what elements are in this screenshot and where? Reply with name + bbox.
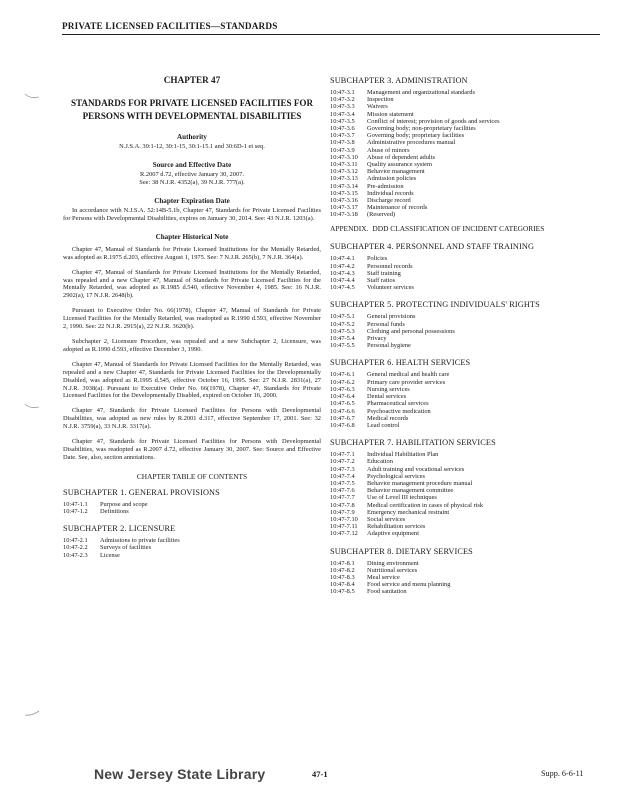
toc-entry <box>330 204 604 211</box>
library-stamp: New Jersey State Library <box>94 766 266 782</box>
toc-entry <box>330 132 604 139</box>
toc-entry <box>330 560 604 567</box>
section-title: Clothing and personal possessions <box>367 327 455 335</box>
toc-entry <box>330 183 604 190</box>
section-title: Behavior management <box>367 168 425 176</box>
section-title: Conflict of interest; provision of goods and services <box>367 117 500 125</box>
section-title: Pre-admission <box>367 182 404 190</box>
toc-entry <box>330 502 604 509</box>
toc-entry <box>330 516 604 523</box>
section-title: General medical and health care <box>367 371 450 379</box>
section-title: Policies <box>367 255 388 263</box>
section-number: 10:47-2.3 <box>63 551 88 559</box>
section-number: 10:47-3.8 <box>330 139 355 147</box>
toc-entry <box>330 509 604 516</box>
section-title: Psychoactive medication <box>367 407 431 415</box>
section-number: 10:47-3.5 <box>330 117 355 125</box>
toc-entry <box>330 466 604 473</box>
toc-entry <box>330 371 604 378</box>
section-number: 10:47-7.3 <box>330 465 355 473</box>
section-title: Lead control <box>367 421 400 429</box>
toc-entry <box>330 321 604 328</box>
section-number: 10:47-2.1 <box>63 537 88 545</box>
toc-entry <box>330 328 604 335</box>
section-title: Personal hygiene <box>367 342 411 350</box>
section-title: Medical certification in cases of physical risk <box>367 501 484 509</box>
section-title: Abuse of minors <box>367 146 410 154</box>
section-title: General provisions <box>367 313 416 321</box>
toc-entry <box>330 211 604 218</box>
toc-entry <box>330 379 604 386</box>
history-paragraph: Chapter 47, Manual of Standards for Private Licensed Facilities for the Mentally Retarded, was repealed and a new Chapter 47, Standards for Private Licensed Facilities for the Developmentally Disabled, was adopted as R.1995 d.545, effective October 16, 1995. See: 27 N.J.R. 2831(a), 27 N.J.R. 3938(a). Pursuant to Executive Order No. 66(1978), Chapter 47, Standards for Private Licensed Facilities for the Developmentally Disabled, expired on October 16, 2000. <box>63 360 321 400</box>
section-number: 10:47-8.1 <box>330 559 355 567</box>
section-title: Governing body; non-proprietary facilities <box>367 125 476 133</box>
section-title: Nursing services <box>367 385 410 393</box>
section-title: Behavior management procedure manual <box>367 479 473 487</box>
section-title: Maintenance of records <box>367 204 428 212</box>
section-number: 10:47-7.8 <box>330 501 355 509</box>
history-paragraph: Subchapter 2, Licensure Procedure, was repealed and a new Subchapter 2, Licensure, was adopted as R.1990 d.593, effective December 3, 1990. <box>63 337 321 353</box>
toc-entry <box>330 111 604 118</box>
section-number: 10:47-4.3 <box>330 269 355 277</box>
appendix-entry <box>330 225 604 234</box>
toc-entry <box>330 284 604 291</box>
section-number: 10:47-7.10 <box>330 515 358 523</box>
section-title: Meal service <box>367 573 400 581</box>
section-title: Individual records <box>367 189 414 197</box>
section-number: 10:47-3.1 <box>330 89 355 96</box>
section-title: Primary care provider services <box>367 378 446 386</box>
section-title: License <box>100 551 120 559</box>
expiration-heading: Chapter Expiration Date <box>154 197 230 205</box>
history-paragraph: Chapter 47, Standards for Private Licensed Facilities for Persons with Developmental Disabilities, was readopted as R.2007 d.72, effective January 30, 2007. See: Source and Effective Date. See, also, section annotations. <box>63 438 321 461</box>
toc-entry <box>330 393 604 400</box>
margin-mark-icon <box>24 710 40 718</box>
toc-title: CHAPTER TABLE OF CONTENTS <box>136 471 248 481</box>
section-title: Medical records <box>367 414 409 422</box>
source-line: See: 38 N.J.R. 4352(a), 39 N.J.R. 777(a). <box>139 179 245 186</box>
section-number: 10:47-3.10 <box>330 153 358 161</box>
toc-entry <box>330 313 604 320</box>
subchapter-heading: SUBCHAPTER 1. GENERAL PROVISIONS <box>63 487 220 497</box>
section-number: 10:47-6.5 <box>330 400 355 408</box>
section-number: 10:47-4.1 <box>330 255 355 263</box>
section-title: Food sanitation <box>367 588 407 596</box>
toc-entry <box>330 342 604 349</box>
subchapter-entries <box>330 89 604 219</box>
section-number: 10:47-6.7 <box>330 414 355 422</box>
section-title: Surveys of facilities <box>100 544 152 552</box>
toc-entry <box>63 544 321 551</box>
section-title: Use of Level III techniques <box>367 494 437 502</box>
history-paragraph: Pursuant to Executive Order No. 66(1978), Chapter 47, Manual of Standards for Private Licensed Facilities for the Mentally Retarded, was readopted as R.1990 d.593, effective November 2, 1990. See: 22 N.J.R. 2915(a), 22 N.J.R. 3620(b). <box>63 307 321 331</box>
section-number: 10:47-4.5 <box>330 284 355 292</box>
toc-entry <box>330 147 604 154</box>
toc-entry <box>330 125 604 132</box>
right-column <box>330 76 604 596</box>
toc-entry <box>63 537 321 544</box>
section-title: Dining environment <box>367 559 419 567</box>
toc-entry <box>330 480 604 487</box>
source-line: R.2007 d.72, effective January 30, 2007. <box>140 171 244 178</box>
appendix-title: DDD CLASSIFICATION OF INCIDENT CATEGORIES <box>372 223 545 233</box>
section-number: 10:47-3.2 <box>330 96 355 104</box>
history-heading: Chapter Historical Note <box>155 232 229 241</box>
margin-mark-icon <box>24 402 40 410</box>
section-title: (Reserved) <box>367 211 396 219</box>
appendix-label: APPENDIX. <box>330 223 369 233</box>
section-number: 10:47-7.4 <box>330 472 355 480</box>
toc-entry <box>330 588 604 595</box>
section-number: 10:47-6.2 <box>330 378 355 386</box>
section-number: 10:47-6.1 <box>330 371 355 379</box>
section-number: 10:47-7.11 <box>330 523 358 531</box>
section-number: 10:47-3.6 <box>330 125 355 133</box>
toc-entry <box>330 168 604 175</box>
toc-entry <box>330 494 604 501</box>
expiration-text: In accordance with N.J.S.A. 52:14B-5.1b, Chapter 47, Standards for Private Licensed Facilities for Persons with Developmental Disabilities, expires on January 30, 2014. See: 43 N.J.R. 1203(a). <box>63 207 321 222</box>
subchapter-heading: SUBCHAPTER 5. PROTECTING INDIVIDUALS' RIGHTS <box>330 300 540 310</box>
section-number: 10:47-3.17 <box>330 204 358 212</box>
toc-entry <box>330 139 604 146</box>
section-title: Emergency mechanical restraint <box>367 508 450 516</box>
section-number: 10:47-4.2 <box>330 262 355 270</box>
section-number: 10:47-4.4 <box>330 277 355 285</box>
toc-entry <box>330 103 604 110</box>
subchapter-heading: SUBCHAPTER 2. LICENSURE <box>63 524 176 534</box>
section-title: Purpose and scope <box>100 500 148 508</box>
chapter-subject: STANDARDS FOR PRIVATE LICENSED FACILITIES FOR PERSONS WITH DEVELOPMENTAL DISABILITIES <box>70 98 314 121</box>
toc-entry <box>330 458 604 465</box>
section-number: 10:47-3.7 <box>330 132 355 140</box>
toc-entry <box>330 118 604 125</box>
section-number: 10:47-5.3 <box>330 327 355 335</box>
toc-entry <box>330 190 604 197</box>
section-number: 10:47-5.2 <box>330 320 355 328</box>
section-number: 10:47-3.16 <box>330 197 358 205</box>
section-title: Quality assurance system <box>367 161 432 169</box>
section-number: 10:47-5.4 <box>330 335 355 343</box>
section-title: Staff ratios <box>367 277 396 285</box>
section-number: 10:47-5.5 <box>330 342 355 350</box>
section-title: Abuse of dependent adults <box>367 153 435 161</box>
section-title: Adult training and vocational services <box>367 465 465 473</box>
section-title: Governing body; proprietary facilities <box>367 132 465 140</box>
toc-entry <box>330 255 604 262</box>
section-title: Personal funds <box>367 320 405 328</box>
subchapter-heading: SUBCHAPTER 6. HEALTH SERVICES <box>330 358 471 368</box>
toc-entry <box>330 473 604 480</box>
section-number: 10:47-7.5 <box>330 479 355 487</box>
toc-entry <box>330 487 604 494</box>
left-column <box>63 75 321 559</box>
history-paragraph: Chapter 47, Standards for Private Licensed Facilities for Persons with Developmental Disabilities, was adopted as new rules by R.2001 d.317, effective September 17, 2001. See: 32 N.J.R. 3759(a), 33 N.J.R. 3317(a). <box>63 407 321 431</box>
toc-entry <box>63 501 321 508</box>
section-title: Individual Habilitation Plan <box>367 451 439 459</box>
section-number: 10:47-3.4 <box>330 110 355 118</box>
section-number: 10:47-3.13 <box>330 175 358 183</box>
history-paragraph: Chapter 47, Manual of Standards for Private Licensed Institutions for the Mentally Retarded, was repealed and a new Chapter 47, Manual of Standards for Private Licensed Facilities for the Mentally Retarded, was adopted as R.1985 d.540, effective November 4, 1985. See: 16 N.J.R. 2902(a), 17 N.J.R. 2648(b). <box>63 268 321 300</box>
section-number: 10:47-7.6 <box>330 487 355 495</box>
toc-entry <box>330 422 604 429</box>
toc-entry <box>330 161 604 168</box>
subchapter-list <box>330 242 604 595</box>
section-number: 10:47-7.9 <box>330 508 355 516</box>
section-title: Admission policies <box>367 175 417 183</box>
section-title: Personnel records <box>367 262 413 270</box>
section-number: 10:47-7.1 <box>330 451 355 459</box>
section-title: Staff training <box>367 269 401 277</box>
section-title: Discharge record <box>367 197 411 205</box>
authority-text: N.J.S.A. 30:1-12, 30:1-15, 30:1-15.1 and 30:6D-1 et seq. <box>119 143 265 150</box>
toc-entry <box>330 154 604 161</box>
section-number: 10:47-7.7 <box>330 494 355 502</box>
chapter-title: CHAPTER 47 <box>163 75 221 85</box>
section-number: 10:47-3.9 <box>330 146 355 154</box>
toc-entry <box>330 523 604 530</box>
section-number: 10:47-1.2 <box>63 507 88 515</box>
section-number: 10:47-3.11 <box>330 161 358 169</box>
section-number: 10:47-3.15 <box>330 189 358 197</box>
section-title: Admissions to private facilities <box>100 537 180 545</box>
section-title: Adaptive equipment <box>367 530 419 538</box>
section-number: 10:47-3.18 <box>330 211 358 219</box>
toc-entry <box>63 552 321 559</box>
source-heading: Source and Effective Date <box>152 161 232 169</box>
section-number: 10:47-6.8 <box>330 421 355 429</box>
subchapter-heading: SUBCHAPTER 3. ADMINISTRATION <box>330 76 468 85</box>
section-number: 10:47-8.5 <box>330 588 355 596</box>
section-title: Psychological services <box>367 472 426 480</box>
running-header: PRIVATE LICENSED FACILITIES—STANDARDS <box>62 21 600 35</box>
margin-mark-icon <box>24 92 40 100</box>
section-title: Behavior management committee <box>367 487 454 495</box>
toc-entry <box>330 197 604 204</box>
section-title: Waivers <box>367 103 388 111</box>
section-title: Management and organizational standards <box>367 89 475 96</box>
section-number: 10:47-8.2 <box>330 566 355 574</box>
section-number: 10:47-1.1 <box>63 500 88 508</box>
section-title: Definitions <box>100 507 129 515</box>
section-title: Pharmaceutical services <box>367 400 429 408</box>
section-number: 10:47-7.12 <box>330 530 358 538</box>
history-paragraph: Chapter 47, Manual of Standards for Private Licensed Institutions for the Mentally Retarded, was adopted as R.1975 d.203, effective August 1, 1975. See: 7 N.J.R. 265(b), 7 N.J.R. 364(a). <box>63 245 321 261</box>
toc-entry <box>330 451 604 458</box>
section-title: Food service and menu planning <box>367 581 451 589</box>
section-number: 10:47-6.3 <box>330 385 355 393</box>
toc-entry <box>330 175 604 182</box>
toc-entry <box>63 508 321 515</box>
subchapter-heading: SUBCHAPTER 7. HABILITATION SERVICES <box>330 438 496 448</box>
authority-heading: Authority <box>177 133 207 141</box>
section-number: 10:47-5.1 <box>330 313 355 321</box>
toc-entry <box>330 96 604 103</box>
section-number: 10:47-7.2 <box>330 458 355 466</box>
toc-entry <box>330 277 604 284</box>
section-title: Inspection <box>367 96 394 104</box>
section-number: 10:47-6.4 <box>330 393 355 401</box>
section-title: Volunteer services <box>367 284 414 292</box>
toc-entry <box>330 263 604 270</box>
toc-entry <box>330 415 604 422</box>
toc-entry <box>330 581 604 588</box>
toc-entry <box>330 408 604 415</box>
section-number: 10:47-8.3 <box>330 573 355 581</box>
section-title: Administrative procedures manual <box>367 139 456 147</box>
section-number: 10:47-8.4 <box>330 581 355 589</box>
toc-entry <box>330 530 604 537</box>
toc-entry <box>330 400 604 407</box>
toc-entry <box>330 270 604 277</box>
toc-entry <box>330 574 604 581</box>
section-title: Mission statement <box>367 110 414 118</box>
section-number: 10:47-3.3 <box>330 103 355 111</box>
section-number: 10:47-6.6 <box>330 407 355 415</box>
toc-entry <box>330 386 604 393</box>
toc-entry <box>330 89 604 96</box>
section-title: Privacy <box>367 335 387 343</box>
section-title: Dental services <box>367 393 407 401</box>
section-number: 10:47-3.14 <box>330 182 358 190</box>
page-number: 47-1 <box>312 769 328 779</box>
supplement-date: Supp. 6-6-11 <box>541 769 584 778</box>
subchapter-heading: SUBCHAPTER 4. PERSONNEL AND STAFF TRAINING <box>330 242 535 252</box>
section-title: Education <box>367 458 393 466</box>
section-title: Social services <box>367 515 406 523</box>
section-title: Nutritional services <box>367 566 418 574</box>
toc-entry <box>330 567 604 574</box>
subchapter-heading: SUBCHAPTER 8. DIETARY SERVICES <box>330 546 473 556</box>
section-number: 10:47-3.12 <box>330 168 358 176</box>
toc-entry <box>330 335 604 342</box>
section-number: 10:47-2.2 <box>63 544 88 552</box>
section-title: Rehabilitation services <box>367 523 426 531</box>
